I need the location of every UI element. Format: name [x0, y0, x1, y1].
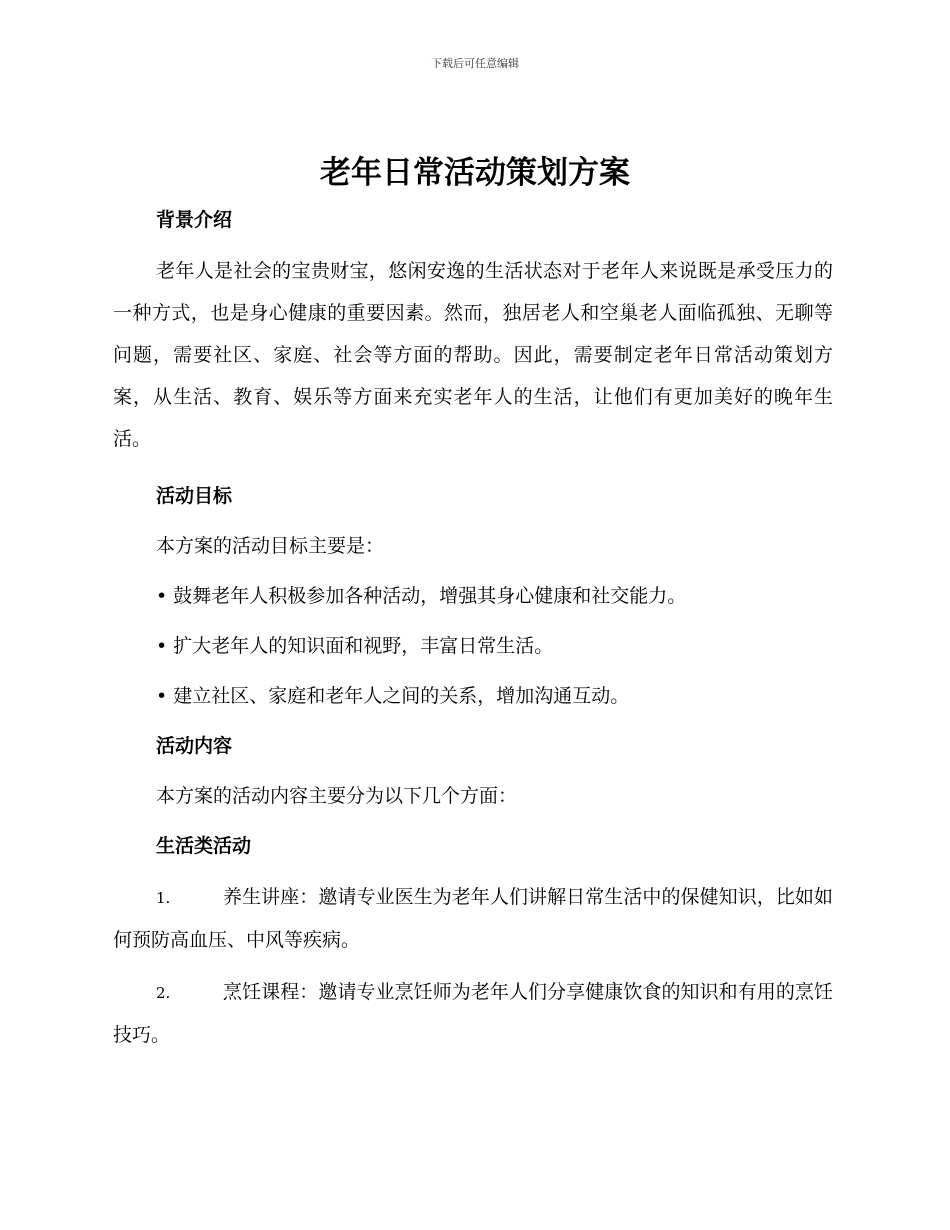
goals-intro: 本方案的活动目标主要是：: [156, 535, 385, 557]
list-number: 1.: [156, 889, 171, 907]
header-note: 下载后可任意编辑: [431, 57, 519, 70]
document-body: [113, 200, 833, 1056]
background-paragraph: 老年人是社会的宝贵财宝，悠闲安逸的生活状态对于老年人来说既是承受压力的一种方式，也是身心健康的重要因素。然而，独居老人和空巢老人面临孤独、无聊等问题，需要社区、家庭、社会等方面的帮助。因此，需要制定老年日常活动策划方案，从生活、教育、娱乐等方面来充实老年人的生活，让他们有更加美好的晚年生活。: [113, 260, 833, 450]
goal-item-1: • 鼓舞老年人积极参加各种活动，增强其身心健康和社交能力。: [156, 585, 687, 607]
subsection-heading-life: 生活类活动: [156, 835, 252, 857]
life-item-2: [113, 971, 833, 1056]
life-item-1: [113, 876, 833, 961]
section-heading-content: 活动内容: [156, 735, 233, 757]
goal-item-3: • 建立社区、家庭和老年人之间的关系，增加沟通互动。: [156, 685, 630, 707]
list-item-text: 养生讲座：邀请专业医生为老年人们讲解日常生活中的保健知识，比如如何预防高血压、中风等疾病。: [113, 886, 833, 951]
goal-item-2: • 扩大老年人的知识面和视野，丰富日常生活。: [156, 635, 554, 657]
section-heading-goals: 活动目标: [156, 485, 233, 507]
list-number: 2.: [156, 984, 171, 1002]
content-intro: 本方案的活动内容主要分为以下几个方面：: [156, 785, 518, 807]
list-item-text: 烹饪课程：邀请专业烹饪师为老年人们分享健康饮食的知识和有用的烹饪技巧。: [113, 981, 833, 1046]
document-title: 老年日常活动策划方案: [320, 155, 630, 191]
section-heading-background: 背景介绍: [156, 209, 233, 231]
